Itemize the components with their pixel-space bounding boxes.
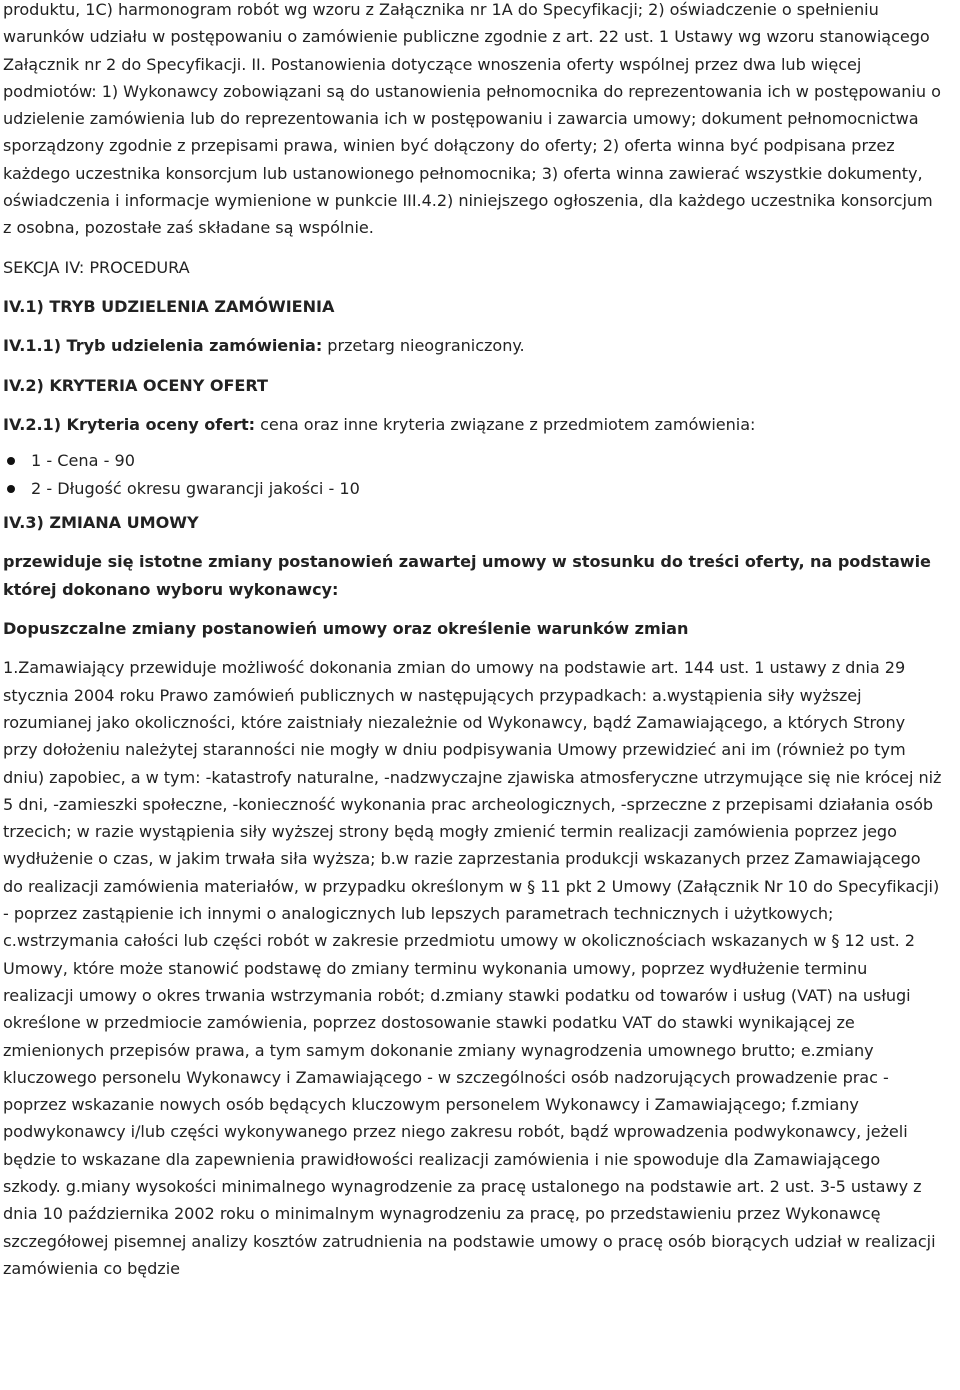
list-item <box>31 447 942 475</box>
bullet-icon <box>7 457 15 465</box>
criteria-list <box>3 447 942 503</box>
list-item <box>31 475 942 503</box>
bullet-icon <box>7 485 15 493</box>
section-title: SEKCJA IV: PROCEDURA <box>3 257 190 277</box>
iv1-heading: IV.1) TRYB UDZIELENIA ZAMÓWIENIA <box>3 296 335 316</box>
iv21-label: IV.2.1) Kryteria oceny ofert: <box>3 414 256 434</box>
iv21-value: cena oraz inne kryteria związane z przedmiotem zamówienia: <box>255 414 756 434</box>
criterion-text: 1 - Cena - 90 <box>31 451 135 471</box>
iv3-heading: IV.3) ZMIANA UMOWY <box>3 513 199 533</box>
changes-heading: Dopuszczalne zmiany postanowień umowy oraz określenie warunków zmian <box>3 619 689 639</box>
iv11-value: przetarg nieograniczony. <box>322 336 525 356</box>
iv11-label: IV.1.1) Tryb udzielenia zamówienia: <box>3 336 323 356</box>
changes-text: 1.Zamawiający przewiduje możliwość dokonania zmian do umowy na podstawie art. 144 ust. 1 ustawy z dnia 29 stycznia 2004 roku Prawo zamówień publicznych w następujących przypadkach: a.wystąpienia siły wyższej rozumianej jako okoliczności, które zaistniały niezależnie od Wykonawcy, bądź Zamawiającego, a których Strony przy dołożeniu należytej staranności nie mogły w dniu podpisywania Umowy przewidzieć ani im (również po tym dniu) zapobiec, a w tym: -katastrofy naturalne, -nadzwyczajne zjawiska atmosferyczne utrzymujące się nie krócej niż 5 dni, -zamieszki społeczne, -konieczność wykonania prac archeologicznych, -sprzeczne z przepisami działania osób trzecich; w razie wystąpienia siły wyższej strony będą mogły zmienić termin realizacji zamówienia poprzez jego wydłużenie o czas, w jakim trwała siła wyższa; b.w razie zaprzestania produkcji wskazanych przez Zamawiającego do realizacji zamówienia materiałów, w przypadku określonym w § 11 pkt 2 Umowy (Załącznik Nr 10 do Specyfikacji) - poprzez zastąpienie ich innymi o analogicznych lub lepszych parametrach technicznych i użytkowych; c.wstrzymania całości lub części robót w zakresie przedmiotu umowy w okolicznościach wskazanych w § 12 ust. 2 Umowy, które może stanowić podstawę do zmiany terminu wykonania umowy, poprzez wydłużenie terminu realizacji umowy o okres trwania wstrzymania robót; d.zmiany stawki podatku od towarów i usług (VAT) na usługi określone w przedmiocie zamówienia, poprzez dostosowanie stawki podatku VAT do stawki wynikającej ze zmienionych przepisów prawa, a tym samym dokonanie zmiany wynagrodzenia umownego brutto; e.zmiany kluczowego personelu Wykonawcy i Zamawiającego - w szczególności osób nadzorujących prowadzenie prac -poprzez wskazanie nowych osób będących kluczowym personelem Wykonawcy i Zamawiającego; f.zmiany podwykonawcy i/lub części wykonywanego przez niego zakresu robót, bądź wprowadzenia podwykonawcy, jeżeli będzie to wskazane dla zapewnienia prawidłowości realizacji zamówienia i nie spowoduje dla Zamawiającego szkody. g.miany wysokości minimalnego wynagrodzenie za pracę ustalonego na podstawie art. 2 ust. 3-5 ustawy z dnia 10 października 2002 roku o minimalnym wynagrodzeniu za pracę, po przedstawieniu przez Wykonawcę szczegółowej pisemnej analizy kosztów zatrudnienia na podstawie umowy o pracę osób biorących udział w realizacji zamówienia co będzie <box>3 658 942 1278</box>
iv21-line <box>3 411 942 438</box>
criterion-text: 2 - Długość okresu gwarancji jakości - 10 <box>31 479 360 499</box>
iv2-heading: IV.2) KRYTERIA OCENY OFERT <box>3 375 268 395</box>
iv11-line <box>3 332 942 359</box>
intro-paragraph: produktu, 1C) harmonogram robót wg wzoru z Załącznika nr 1A do Specyfikacji; 2) oświadczenie o spełnieniu warunków udziału w postępowaniu o zamówienie publiczne zgodnie z art. 22 ust. 1 Ustawy wg wzoru stanowiącego Załącznik nr 2 do Specyfikacji. II. Postanowienia dotyczące wnoszenia oferty wspólnej przez dwa lub więcej podmiotów: 1) Wykonawcy zobowiązani są do ustanowienia pełnomocnika do reprezentowania ich w postępowaniu o udzielenie zamówienia lub do reprezentowania ich w postępowaniu i zawarcia umowy; dokument pełnomocnictwa sporządzony zgodnie z przepisami prawa, winien być dołączony do oferty; 2) oferta winna być podpisana przez każdego uczestnika konsorcjum lub ustanowionego pełnomocnika; 3) oferta winna zawierać wszystkie dokumenty, oświadczenia i informacje wymienione w punkcie III.4.2) niniejszego ogłoszenia, dla każdego uczestnika konsorcjum z osobna, pozostałe zaś składane są wspólnie. <box>3 0 941 238</box>
iv3-subheading: przewiduje się istotne zmiany postanowień zawartej umowy w stosunku do treści oferty, na podstawie której dokonano wyboru wykonawcy: <box>3 552 931 599</box>
